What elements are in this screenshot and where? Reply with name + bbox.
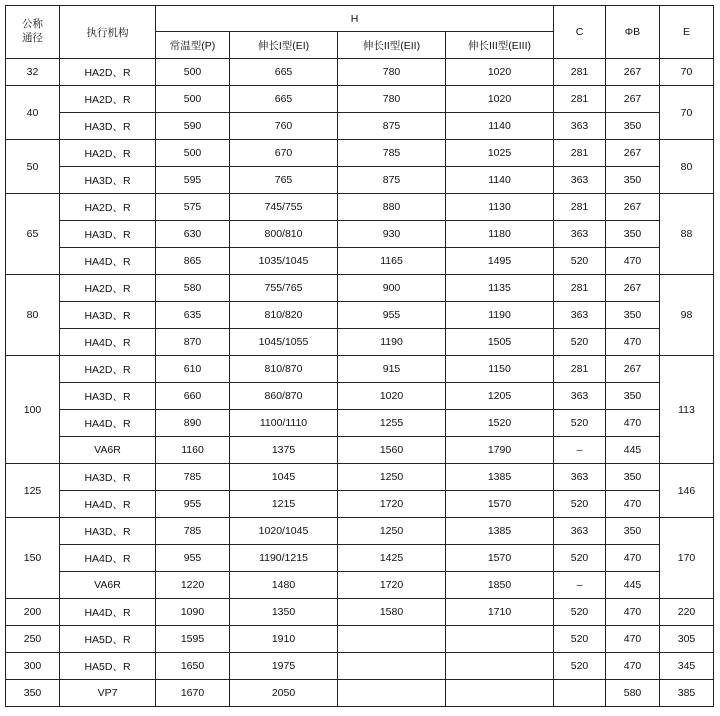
cell-h-ext3: 1020 bbox=[446, 86, 554, 113]
cell-h-ext3: 1025 bbox=[446, 140, 554, 167]
cell-h-ext1: 2050 bbox=[230, 680, 338, 707]
cell-b: 267 bbox=[606, 59, 660, 86]
cell-dn: 32 bbox=[6, 59, 60, 86]
cell-h-ext1: 1045 bbox=[230, 464, 338, 491]
table-row bbox=[6, 275, 714, 302]
cell-actuator: HA4D、R bbox=[60, 329, 156, 356]
header-nominal-diameter bbox=[6, 6, 60, 59]
cell-c: 363 bbox=[554, 518, 606, 545]
cell-e: 70 bbox=[660, 59, 714, 86]
cell-c: 520 bbox=[554, 599, 606, 626]
header-b: ΦB bbox=[606, 6, 660, 59]
cell-h-ext3: 1140 bbox=[446, 167, 554, 194]
cell-h-ext3: 1570 bbox=[446, 491, 554, 518]
cell-b: 267 bbox=[606, 140, 660, 167]
cell-c: 281 bbox=[554, 275, 606, 302]
cell-b: 470 bbox=[606, 653, 660, 680]
cell-h-normal: 1595 bbox=[156, 626, 230, 653]
cell-actuator: HA3D、R bbox=[60, 383, 156, 410]
cell-h-ext2: 915 bbox=[338, 356, 446, 383]
cell-b: 445 bbox=[606, 437, 660, 464]
cell-h-ext1: 1020/1045 bbox=[230, 518, 338, 545]
cell-actuator: HA2D、R bbox=[60, 86, 156, 113]
table-row bbox=[6, 86, 714, 113]
header-dn-line2: 通径 bbox=[22, 32, 43, 44]
cell-c: 363 bbox=[554, 383, 606, 410]
cell-h-ext2: 780 bbox=[338, 86, 446, 113]
cell-h-normal: 595 bbox=[156, 167, 230, 194]
cell-h-ext3: 1790 bbox=[446, 437, 554, 464]
cell-c: 520 bbox=[554, 248, 606, 275]
cell-b: 470 bbox=[606, 329, 660, 356]
cell-actuator: HA3D、R bbox=[60, 518, 156, 545]
table-row bbox=[6, 329, 714, 356]
header-c: C bbox=[554, 6, 606, 59]
cell-e: 80 bbox=[660, 140, 714, 194]
cell-h-ext2: 1720 bbox=[338, 491, 446, 518]
cell-h-normal: 630 bbox=[156, 221, 230, 248]
cell-e: 170 bbox=[660, 518, 714, 599]
cell-h-ext3: 1130 bbox=[446, 194, 554, 221]
cell-h-ext1: 665 bbox=[230, 86, 338, 113]
cell-h-ext2: 930 bbox=[338, 221, 446, 248]
cell-actuator: HA3D、R bbox=[60, 464, 156, 491]
cell-b: 267 bbox=[606, 356, 660, 383]
cell-b: 350 bbox=[606, 464, 660, 491]
cell-h-ext1: 1215 bbox=[230, 491, 338, 518]
cell-h-ext1: 1975 bbox=[230, 653, 338, 680]
table-row bbox=[6, 464, 714, 491]
cell-c: 281 bbox=[554, 86, 606, 113]
cell-h-ext1: 1910 bbox=[230, 626, 338, 653]
cell-h-ext2: 1250 bbox=[338, 464, 446, 491]
cell-h-ext1: 810/870 bbox=[230, 356, 338, 383]
cell-h-ext3 bbox=[446, 626, 554, 653]
header-h: H bbox=[156, 6, 554, 32]
cell-c: – bbox=[554, 572, 606, 599]
cell-h-normal: 870 bbox=[156, 329, 230, 356]
cell-h-normal: 865 bbox=[156, 248, 230, 275]
cell-actuator: HA3D、R bbox=[60, 167, 156, 194]
cell-actuator: HA3D、R bbox=[60, 113, 156, 140]
cell-h-ext1: 1190/1215 bbox=[230, 545, 338, 572]
cell-c: 520 bbox=[554, 626, 606, 653]
header-h-normal: 常温型(P) bbox=[156, 32, 230, 59]
table-row bbox=[6, 59, 714, 86]
cell-h-normal: 590 bbox=[156, 113, 230, 140]
table-row bbox=[6, 140, 714, 167]
cell-h-ext3 bbox=[446, 653, 554, 680]
cell-h-ext2: 1190 bbox=[338, 329, 446, 356]
cell-h-ext3: 1710 bbox=[446, 599, 554, 626]
table-row bbox=[6, 491, 714, 518]
cell-h-normal: 1650 bbox=[156, 653, 230, 680]
spec-table-container bbox=[5, 5, 714, 707]
cell-b: 445 bbox=[606, 572, 660, 599]
cell-h-ext2 bbox=[338, 626, 446, 653]
cell-h-ext3: 1385 bbox=[446, 518, 554, 545]
cell-h-ext3: 1495 bbox=[446, 248, 554, 275]
cell-c: 363 bbox=[554, 113, 606, 140]
cell-h-ext3: 1150 bbox=[446, 356, 554, 383]
cell-h-ext1: 765 bbox=[230, 167, 338, 194]
cell-h-ext1: 800/810 bbox=[230, 221, 338, 248]
cell-actuator: HA5D、R bbox=[60, 653, 156, 680]
cell-h-ext1: 1100/1110 bbox=[230, 410, 338, 437]
cell-actuator: HA2D、R bbox=[60, 275, 156, 302]
table-row bbox=[6, 221, 714, 248]
cell-h-normal: 1090 bbox=[156, 599, 230, 626]
cell-h-ext1: 1375 bbox=[230, 437, 338, 464]
cell-h-normal: 1220 bbox=[156, 572, 230, 599]
cell-c: 520 bbox=[554, 545, 606, 572]
cell-h-ext2: 880 bbox=[338, 194, 446, 221]
table-row bbox=[6, 167, 714, 194]
cell-actuator: HA4D、R bbox=[60, 248, 156, 275]
cell-e: 113 bbox=[660, 356, 714, 464]
cell-actuator: HA2D、R bbox=[60, 194, 156, 221]
cell-h-normal: 785 bbox=[156, 518, 230, 545]
cell-c: 281 bbox=[554, 194, 606, 221]
table-row bbox=[6, 248, 714, 275]
cell-h-ext1: 745/755 bbox=[230, 194, 338, 221]
cell-h-ext2: 1165 bbox=[338, 248, 446, 275]
cell-e: 345 bbox=[660, 653, 714, 680]
cell-h-ext3: 1140 bbox=[446, 113, 554, 140]
cell-actuator: HA4D、R bbox=[60, 599, 156, 626]
cell-c: 520 bbox=[554, 410, 606, 437]
table-row bbox=[6, 356, 714, 383]
cell-h-ext3: 1135 bbox=[446, 275, 554, 302]
cell-c: 281 bbox=[554, 140, 606, 167]
cell-actuator: VA6R bbox=[60, 572, 156, 599]
cell-dn: 150 bbox=[6, 518, 60, 599]
cell-b: 470 bbox=[606, 626, 660, 653]
cell-b: 470 bbox=[606, 410, 660, 437]
header-actuator: 执行机构 bbox=[60, 6, 156, 59]
table-row bbox=[6, 653, 714, 680]
cell-c: 520 bbox=[554, 653, 606, 680]
cell-actuator: HA5D、R bbox=[60, 626, 156, 653]
cell-e: 70 bbox=[660, 86, 714, 140]
cell-b: 470 bbox=[606, 491, 660, 518]
cell-b: 350 bbox=[606, 167, 660, 194]
cell-h-normal: 575 bbox=[156, 194, 230, 221]
header-h-ext3: 伸长III型(EIII) bbox=[446, 32, 554, 59]
cell-h-ext3: 1520 bbox=[446, 410, 554, 437]
header-h-ext1: 伸长I型(EI) bbox=[230, 32, 338, 59]
table-row bbox=[6, 302, 714, 329]
table-row bbox=[6, 518, 714, 545]
table-header bbox=[6, 6, 714, 59]
table-body bbox=[6, 59, 714, 707]
cell-h-normal: 890 bbox=[156, 410, 230, 437]
cell-h-ext1: 1350 bbox=[230, 599, 338, 626]
cell-h-ext2: 1720 bbox=[338, 572, 446, 599]
cell-dn: 65 bbox=[6, 194, 60, 275]
header-e: E bbox=[660, 6, 714, 59]
cell-h-ext1: 1045/1055 bbox=[230, 329, 338, 356]
cell-dn: 50 bbox=[6, 140, 60, 194]
cell-h-normal: 955 bbox=[156, 545, 230, 572]
cell-actuator: VA6R bbox=[60, 437, 156, 464]
cell-b: 350 bbox=[606, 113, 660, 140]
cell-h-ext2: 875 bbox=[338, 113, 446, 140]
cell-e: 220 bbox=[660, 599, 714, 626]
cell-c bbox=[554, 680, 606, 707]
cell-h-ext3: 1020 bbox=[446, 59, 554, 86]
cell-h-ext3: 1180 bbox=[446, 221, 554, 248]
table-row bbox=[6, 680, 714, 707]
cell-h-ext2: 1560 bbox=[338, 437, 446, 464]
cell-h-ext3: 1190 bbox=[446, 302, 554, 329]
cell-h-normal: 785 bbox=[156, 464, 230, 491]
table-row bbox=[6, 383, 714, 410]
cell-h-ext2 bbox=[338, 680, 446, 707]
cell-c: 363 bbox=[554, 221, 606, 248]
cell-e: 385 bbox=[660, 680, 714, 707]
cell-h-ext2: 875 bbox=[338, 167, 446, 194]
cell-actuator: HA2D、R bbox=[60, 356, 156, 383]
table-row bbox=[6, 626, 714, 653]
cell-dn: 80 bbox=[6, 275, 60, 356]
cell-h-ext1: 1480 bbox=[230, 572, 338, 599]
header-h-ext2: 伸长II型(EII) bbox=[338, 32, 446, 59]
dimension-table bbox=[5, 5, 714, 707]
cell-h-ext2: 955 bbox=[338, 302, 446, 329]
cell-b: 470 bbox=[606, 599, 660, 626]
cell-b: 350 bbox=[606, 302, 660, 329]
cell-h-normal: 1160 bbox=[156, 437, 230, 464]
cell-h-ext3 bbox=[446, 680, 554, 707]
cell-dn: 350 bbox=[6, 680, 60, 707]
cell-h-ext1: 755/765 bbox=[230, 275, 338, 302]
cell-b: 470 bbox=[606, 545, 660, 572]
cell-actuator: HA2D、R bbox=[60, 59, 156, 86]
cell-h-ext2: 1580 bbox=[338, 599, 446, 626]
cell-h-normal: 610 bbox=[156, 356, 230, 383]
cell-b: 580 bbox=[606, 680, 660, 707]
cell-h-ext3: 1385 bbox=[446, 464, 554, 491]
cell-actuator: HA3D、R bbox=[60, 302, 156, 329]
cell-h-ext1: 810/820 bbox=[230, 302, 338, 329]
cell-b: 267 bbox=[606, 275, 660, 302]
table-row bbox=[6, 194, 714, 221]
table-row bbox=[6, 437, 714, 464]
cell-h-ext3: 1570 bbox=[446, 545, 554, 572]
cell-b: 267 bbox=[606, 194, 660, 221]
table-row bbox=[6, 572, 714, 599]
cell-c: 281 bbox=[554, 59, 606, 86]
cell-c: – bbox=[554, 437, 606, 464]
cell-b: 350 bbox=[606, 518, 660, 545]
cell-h-ext1: 1035/1045 bbox=[230, 248, 338, 275]
cell-h-ext3: 1205 bbox=[446, 383, 554, 410]
cell-b: 267 bbox=[606, 86, 660, 113]
cell-dn: 250 bbox=[6, 626, 60, 653]
table-row bbox=[6, 113, 714, 140]
cell-h-ext2: 780 bbox=[338, 59, 446, 86]
cell-e: 146 bbox=[660, 464, 714, 518]
cell-h-ext1: 760 bbox=[230, 113, 338, 140]
cell-dn: 100 bbox=[6, 356, 60, 464]
cell-h-normal: 660 bbox=[156, 383, 230, 410]
cell-h-normal: 955 bbox=[156, 491, 230, 518]
table-row bbox=[6, 545, 714, 572]
cell-dn: 300 bbox=[6, 653, 60, 680]
cell-h-ext1: 860/870 bbox=[230, 383, 338, 410]
cell-dn: 40 bbox=[6, 86, 60, 140]
cell-h-normal: 500 bbox=[156, 140, 230, 167]
cell-h-ext2: 1250 bbox=[338, 518, 446, 545]
table-row bbox=[6, 410, 714, 437]
table-row bbox=[6, 599, 714, 626]
cell-h-normal: 500 bbox=[156, 59, 230, 86]
cell-h-ext2: 1425 bbox=[338, 545, 446, 572]
cell-h-ext2: 1255 bbox=[338, 410, 446, 437]
cell-c: 520 bbox=[554, 329, 606, 356]
cell-h-normal: 635 bbox=[156, 302, 230, 329]
cell-h-normal: 580 bbox=[156, 275, 230, 302]
cell-b: 350 bbox=[606, 221, 660, 248]
cell-h-ext1: 670 bbox=[230, 140, 338, 167]
cell-h-ext2: 1020 bbox=[338, 383, 446, 410]
cell-h-ext1: 665 bbox=[230, 59, 338, 86]
cell-h-normal: 500 bbox=[156, 86, 230, 113]
cell-h-normal: 1670 bbox=[156, 680, 230, 707]
cell-c: 520 bbox=[554, 491, 606, 518]
cell-e: 88 bbox=[660, 194, 714, 275]
cell-actuator: HA4D、R bbox=[60, 491, 156, 518]
cell-c: 363 bbox=[554, 302, 606, 329]
cell-actuator: HA4D、R bbox=[60, 410, 156, 437]
cell-h-ext3: 1505 bbox=[446, 329, 554, 356]
header-dn-line1: 公称 bbox=[22, 18, 43, 31]
cell-actuator: HA3D、R bbox=[60, 221, 156, 248]
cell-actuator: HA2D、R bbox=[60, 140, 156, 167]
cell-dn: 125 bbox=[6, 464, 60, 518]
cell-c: 363 bbox=[554, 167, 606, 194]
cell-dn: 200 bbox=[6, 599, 60, 626]
cell-actuator: HA4D、R bbox=[60, 545, 156, 572]
cell-actuator: VP7 bbox=[60, 680, 156, 707]
cell-e: 98 bbox=[660, 275, 714, 356]
cell-h-ext2: 785 bbox=[338, 140, 446, 167]
cell-h-ext2 bbox=[338, 653, 446, 680]
cell-e: 305 bbox=[660, 626, 714, 653]
cell-h-ext3: 1850 bbox=[446, 572, 554, 599]
cell-c: 363 bbox=[554, 464, 606, 491]
cell-b: 470 bbox=[606, 248, 660, 275]
cell-b: 350 bbox=[606, 383, 660, 410]
cell-h-ext2: 900 bbox=[338, 275, 446, 302]
cell-c: 281 bbox=[554, 356, 606, 383]
